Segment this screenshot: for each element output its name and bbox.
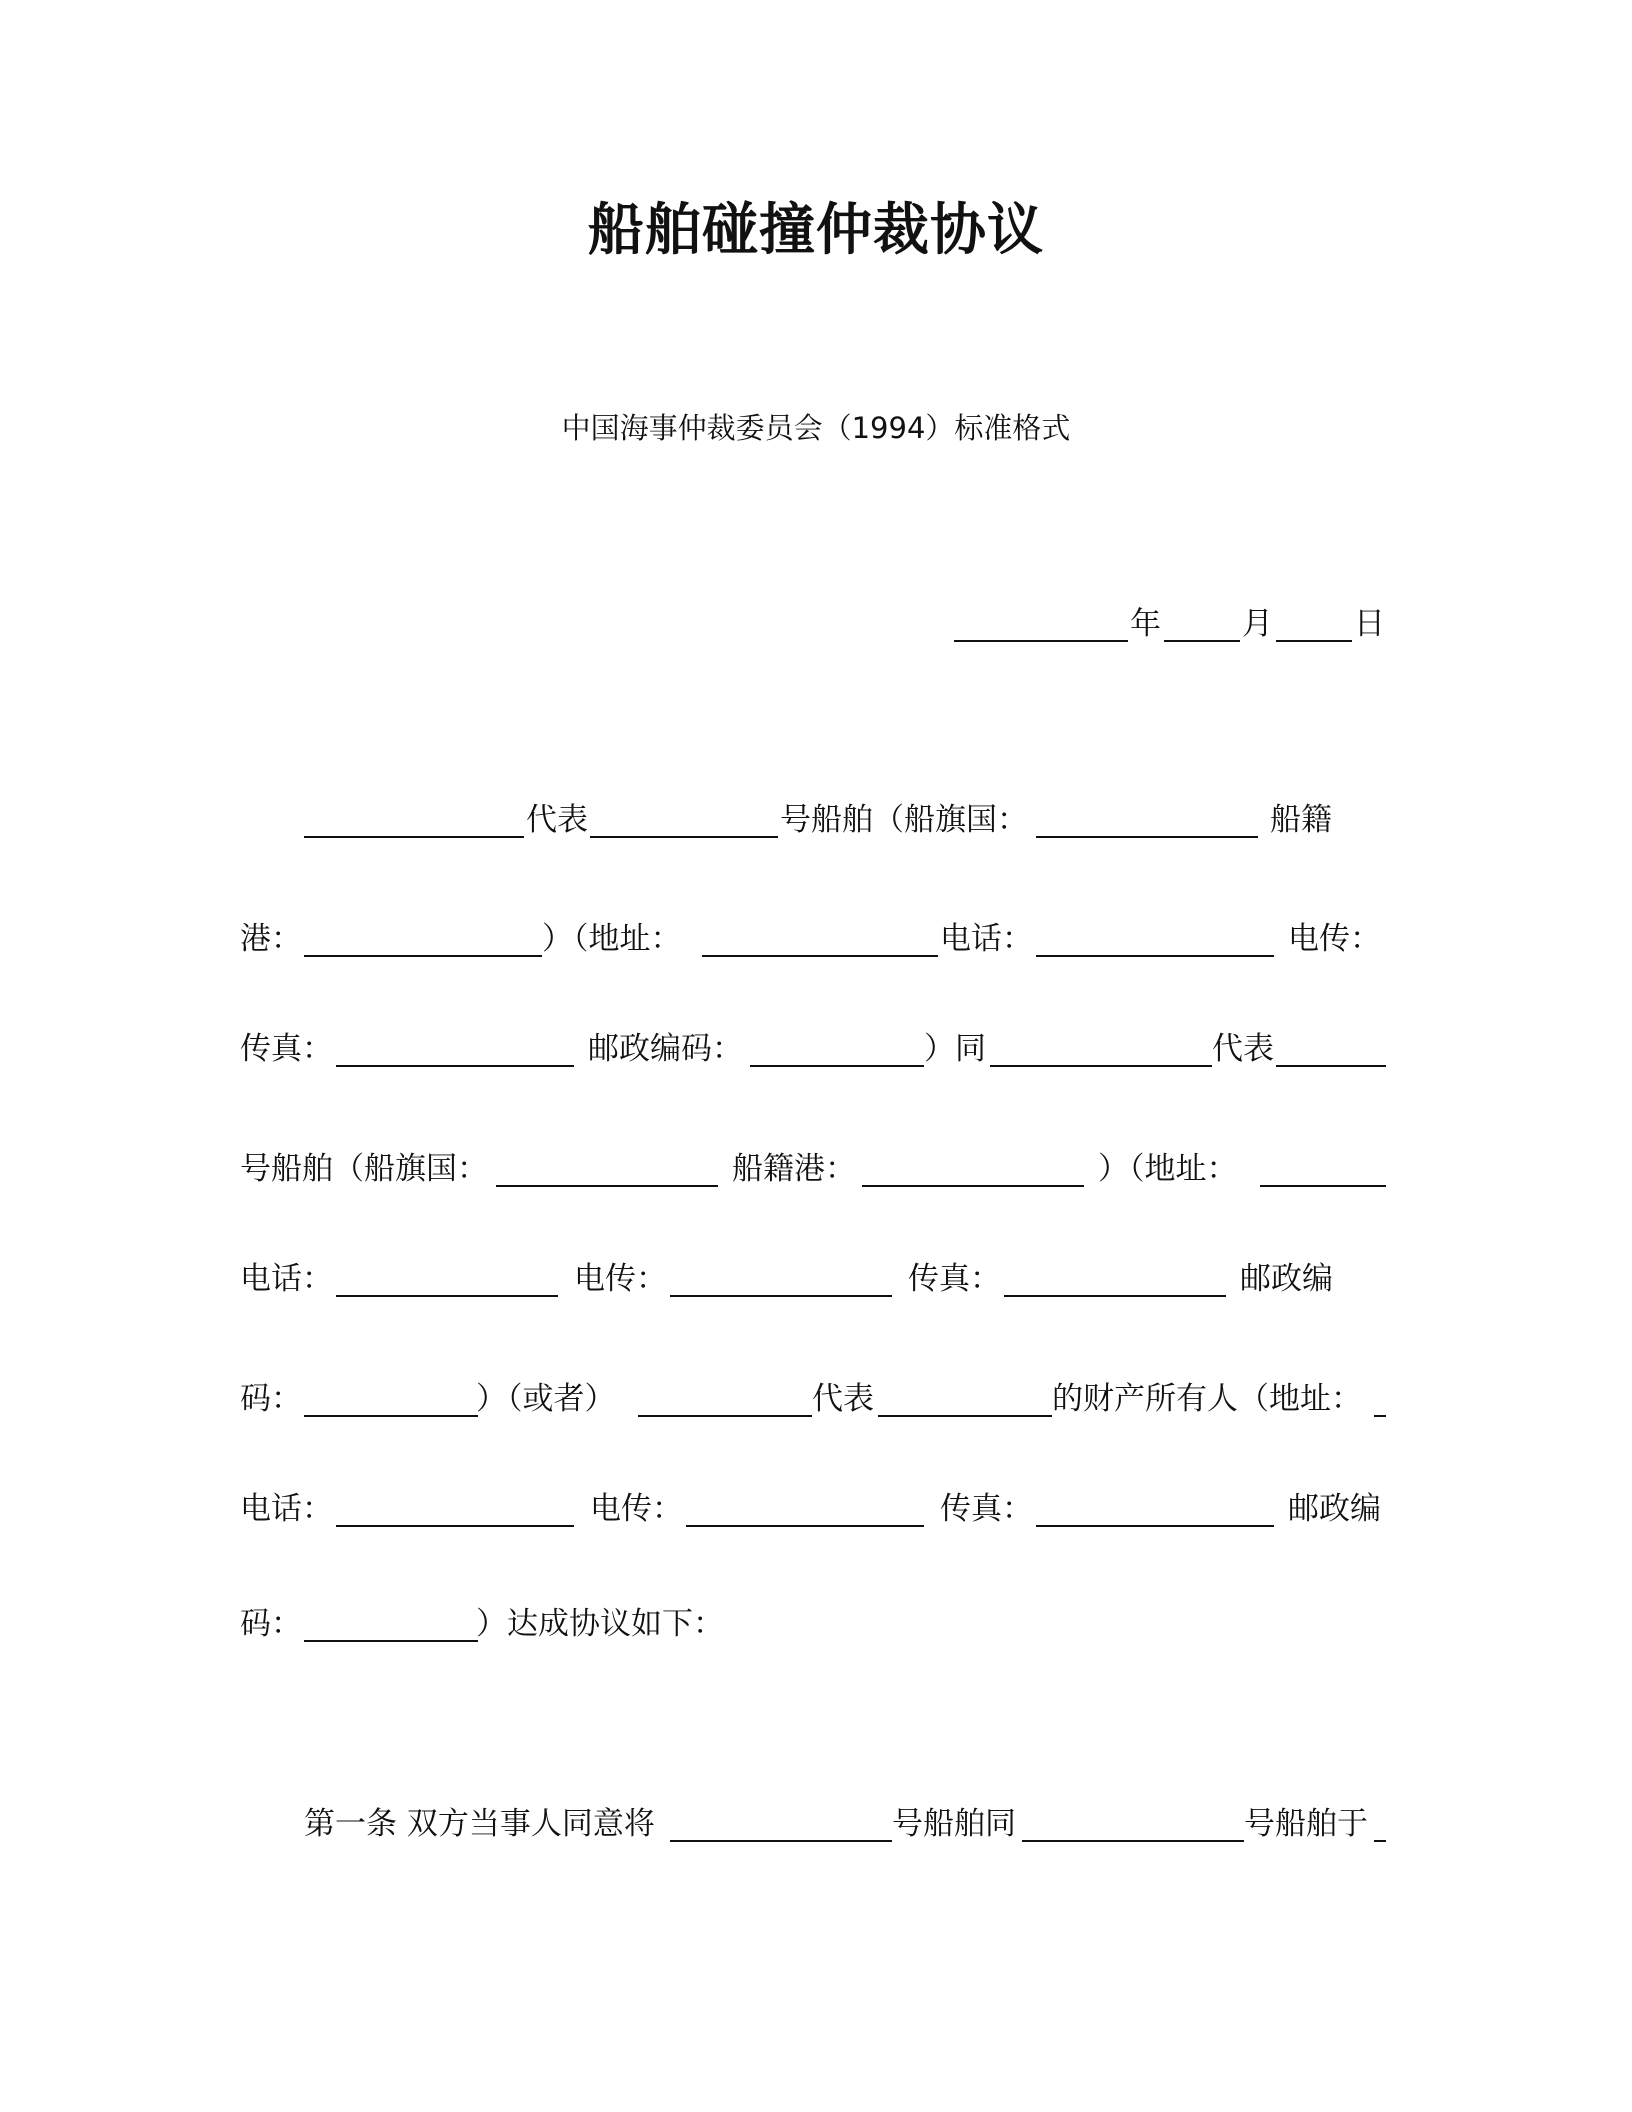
party2-flag-blank[interactable] (496, 1185, 718, 1187)
form-line-3 (0, 1027, 1632, 1071)
alt-telex-blank[interactable] (686, 1525, 924, 1527)
month-blank[interactable] (1164, 640, 1240, 642)
party2-fax-blank[interactable] (1004, 1295, 1226, 1297)
l6-text-b: ）（或者） (476, 1381, 616, 1417)
form-line-7 (0, 1487, 1632, 1531)
l3-text-c: ）同 (924, 1031, 986, 1067)
l6-text-d: 的财产所有人（地址： (1052, 1381, 1362, 1417)
form-line-6 (0, 1377, 1632, 1421)
alt-postcode-blank[interactable] (304, 1640, 478, 1642)
l2-text-c: 电话： (940, 921, 1033, 957)
l7-text-d: 邮政编 (1288, 1491, 1381, 1527)
alt-phone-blank[interactable] (336, 1525, 574, 1527)
alt-property-blank[interactable] (878, 1415, 1052, 1417)
party2-ship-blank[interactable] (1276, 1065, 1386, 1067)
party2-port-blank[interactable] (862, 1185, 1084, 1187)
l3-text-d: 代表 (1212, 1031, 1274, 1067)
day-blank[interactable] (1276, 640, 1352, 642)
day-label: 日 (1354, 606, 1385, 642)
article1-ship2-blank[interactable] (1022, 1840, 1244, 1842)
date-line (0, 602, 1632, 646)
alt-party-name-blank[interactable] (638, 1415, 812, 1417)
l9-text-c: 号船舶于 (1244, 1806, 1368, 1842)
l9-text-a: 第一条 双方当事人同意将 (304, 1806, 655, 1842)
party2-name-blank[interactable] (990, 1065, 1212, 1067)
party2-phone-blank[interactable] (336, 1295, 558, 1297)
form-line-4 (0, 1147, 1632, 1191)
party1-flag-blank[interactable] (1036, 836, 1258, 838)
l2-text-a: 港： (240, 921, 302, 957)
party1-name-blank[interactable] (304, 836, 524, 838)
article1-ship1-blank[interactable] (670, 1840, 892, 1842)
month-label: 月 (1242, 606, 1273, 642)
l4-text-c: ）（地址： (1098, 1151, 1238, 1187)
l9-text-b: 号船舶同 (892, 1806, 1016, 1842)
party1-phone-blank[interactable] (1036, 955, 1274, 957)
l4-text-b: 船籍港： (732, 1151, 856, 1187)
l5-text-d: 邮政编 (1240, 1261, 1333, 1297)
year-blank[interactable] (954, 640, 1128, 642)
form-line-1 (0, 798, 1632, 842)
article1-date-blank[interactable] (1374, 1840, 1386, 1842)
party2-address-blank[interactable] (1260, 1185, 1386, 1187)
l4-text-a: 号船舶（船旗国： (240, 1151, 488, 1187)
form-line-2 (0, 917, 1632, 961)
l5-text-c: 传真： (908, 1261, 1001, 1297)
l2-text-d: 电传： (1288, 921, 1381, 957)
l7-text-b: 电传： (590, 1491, 683, 1527)
l3-text-a: 传真： (240, 1031, 333, 1067)
l6-text-c: 代表 (812, 1381, 874, 1417)
party1-address-blank[interactable] (702, 955, 938, 957)
document-subtitle: 中国海事仲裁委员会（1994）标准格式 (561, 411, 1071, 445)
l8-text-b: ）达成协议如下： (476, 1606, 724, 1642)
document-title: 船舶碰撞仲裁协议 (588, 198, 1044, 263)
party1-fax-blank[interactable] (336, 1065, 574, 1067)
l8-text-a: 码： (240, 1606, 302, 1642)
party1-port-blank[interactable] (304, 955, 542, 957)
alt-fax-blank[interactable] (1036, 1525, 1274, 1527)
l1-text-a: 代表 (526, 802, 588, 838)
l2-text-b: ）（地址： (542, 921, 682, 957)
l1-text-b: 号船舶（船旗国： (780, 802, 1028, 838)
form-line-5 (0, 1257, 1632, 1301)
year-label: 年 (1130, 606, 1161, 642)
l6-text-a: 码： (240, 1381, 302, 1417)
form-line-8 (0, 1602, 1632, 1646)
party2-postcode-blank[interactable] (304, 1415, 478, 1417)
l1-text-c: 船籍 (1270, 802, 1332, 838)
l3-text-b: 邮政编码： (588, 1031, 743, 1067)
l5-text-b: 电传： (574, 1261, 667, 1297)
l7-text-a: 电话： (240, 1491, 333, 1527)
article-1-line (0, 1802, 1632, 1846)
party1-ship-blank[interactable] (590, 836, 778, 838)
l7-text-c: 传真： (940, 1491, 1033, 1527)
party1-postcode-blank[interactable] (750, 1065, 924, 1067)
l5-text-a: 电话： (240, 1261, 333, 1297)
party2-telex-blank[interactable] (670, 1295, 892, 1297)
alt-address-blank[interactable] (1374, 1415, 1386, 1417)
